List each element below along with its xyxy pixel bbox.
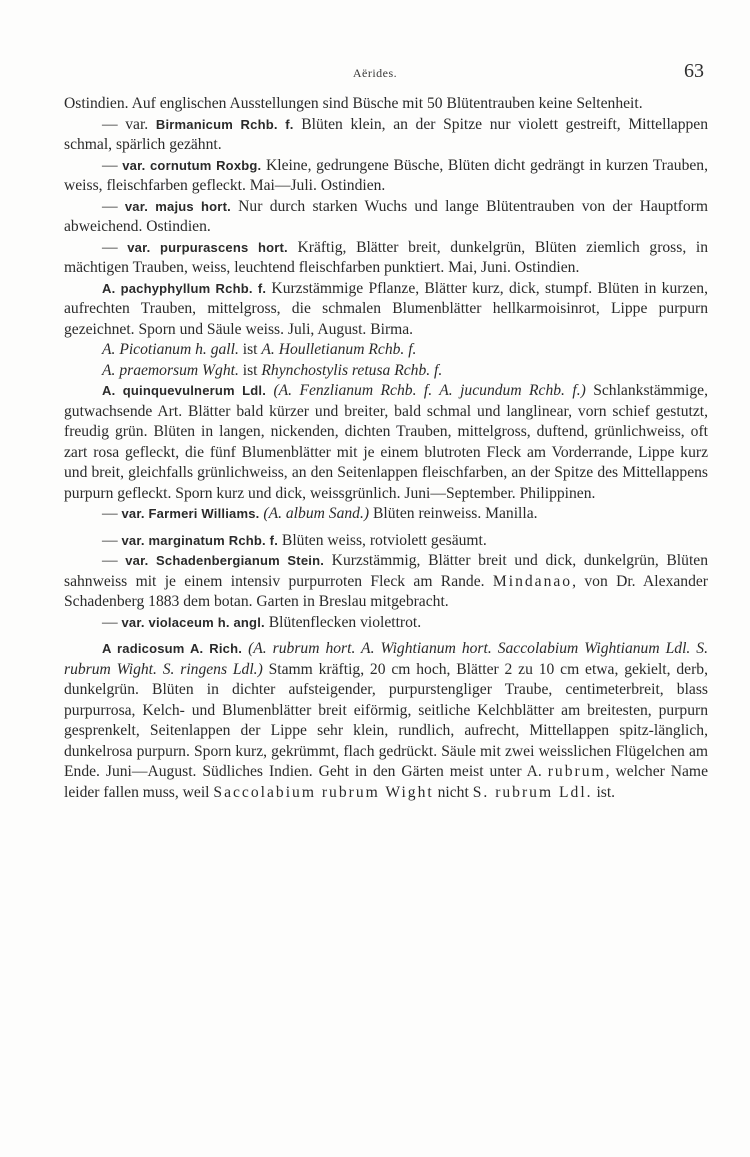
text-run: , von Dr. Alexander Schadenberg 1883 dem botan. Garten in Breslau mitgebracht. xyxy=(64,572,708,610)
text-run: Blüten klein, an der Spitze nur violett gestreift, Mittellappen schmal, spärlich gezähnt. xyxy=(64,115,709,153)
synonym-italic: (A. rubrum hort. A. Wightianum hort. Saccolabium Wightianum Ldl. S. rubrum Wight. S. ringens Ldl.) xyxy=(64,640,708,678)
paragraph xyxy=(64,613,708,634)
spaced-text: S. rubrum Ldl. xyxy=(472,783,593,801)
synonym-italic: A. Houlletianum Rchb. f. xyxy=(261,341,417,358)
text-run: — xyxy=(102,552,126,569)
text-run: ist xyxy=(238,341,262,358)
taxon-name: var. cornutum Roxbg. xyxy=(122,157,262,173)
taxon-name: A radicosum A. Rich. xyxy=(102,641,243,656)
paragraph xyxy=(64,238,708,279)
paragraph xyxy=(64,197,708,238)
text-run: Blüten weiss, rotviolett gesäumt. xyxy=(278,531,487,549)
taxon-name: var. marginatum Rchb. f. xyxy=(121,532,279,548)
text-run: nicht xyxy=(433,783,473,801)
text-run: — xyxy=(102,156,123,174)
paragraph xyxy=(64,504,708,525)
synonym-italic: (A. album Sand.) xyxy=(263,505,370,522)
taxon-name: Birmanicum Rchb. f. xyxy=(155,116,294,132)
text-run: ist. xyxy=(592,783,616,801)
paragraph xyxy=(64,551,708,613)
text-run: — xyxy=(102,531,122,549)
synonym-italic: Rhynchostylis retusa Rchb. f. xyxy=(261,361,443,379)
text-run: Ostindien. Auf englischen Ausstellungen sind Büsche mit 50 Blütentrauben keine Seltenheit. xyxy=(64,95,643,112)
paragraph xyxy=(64,115,708,156)
text-run: Kleine, gedrungene Büsche, Blüten dicht gedrängt in kurzen Trauben, weiss, fleischfarben gefleckt. Mai—Juli. Ostindien. xyxy=(64,156,708,194)
text-run: — xyxy=(102,505,122,522)
paragraph xyxy=(64,94,708,115)
text-run: Kurzstämmige Pflanze, Blätter kurz, dick, stumpf. Blüten in kurzen, aufrechten Trauben, mittelgross, die schmalen Blumenblätter hellkarmoisinrot, Lippe purpurn gezeichnet. Sporn und Säule weiss. Juli, August. Birma. xyxy=(64,279,708,338)
text-run: — xyxy=(102,238,128,256)
text-run: — xyxy=(102,197,125,215)
synonym-italic: A. Picotianum h. gall. xyxy=(102,341,239,358)
text-run: Kurzstämmig, Blätter breit und dick, dunkelgrün, Blüten sahnweiss mit je einem intensiv purpurroten Fleck am Rande. xyxy=(64,552,708,590)
text-run: Stamm kräftig, 20 cm hoch, Blätter 2 zu 10 cm etwa, gekielt, derb, dunkelgrün. Blüten in dichter aufsteigender, purpurstengliger Traube, centimeterbreit, blass purpurrosa, Kelch- und Blumenblätter breit eiförmig, seitliche Kelchblätter am breitesten, purpurn gesprenkelt, Seitenlappen der Lippe sehr klein, rundlich, aufrecht, Mittellappen spitz-länglich, dunkelrosa purpurn. Sporn kurz, gekrümmt, flach gedrückt. Säule mit zwei weisslichen Flügelchen am Ende. Juni—August. Südliches Indien. Geht in den Gärten meist unter A. xyxy=(64,660,708,780)
text-run: , welcher Name leider fallen muss, weil xyxy=(64,763,708,801)
taxon-name: A. quinquevulnerum Ldl. xyxy=(102,383,267,398)
text-run: Blütenflecken violettrot. xyxy=(264,613,422,631)
taxon-name: var. Schadenbergianum Stein. xyxy=(125,553,325,568)
text-run: ist xyxy=(238,361,262,379)
paragraph xyxy=(64,381,708,504)
taxon-name: A. pachyphyllum Rchb. f. xyxy=(102,280,267,296)
page-number: 63 xyxy=(684,60,704,82)
taxon-name: var. purpurascens hort. xyxy=(127,239,288,255)
spaced-text: rubrum xyxy=(547,763,606,780)
paragraph xyxy=(64,279,708,341)
text-run: Blüten reinweiss. Manilla. xyxy=(369,505,538,522)
paragraph xyxy=(64,361,708,382)
spaced-text: Mindanao xyxy=(492,572,573,590)
paragraph xyxy=(64,531,708,552)
text-run: Schlankstämmige, gutwachsende Art. Blätter bald kürzer und breiter, bald schmal und langlinear, vorn schief gestutzt, freudig grün. Blüten in langen, nickenden, dichten Trauben, mittelgross, duftend, grünlichweiss, oft zart rosa gefleckt, die fünf Blumenblätter mit je einem blutroten Fleck am Vorderrande, Lippe kurz und breit, gleichfalls grünlichweiss, an den Seitenlappen fleischfarben, an der Spitze des Mittellappens purpurn gefleckt. Sporn kurz und dick, weissgrünlich. Juni—September. Philippinen. xyxy=(64,382,708,502)
body-text xyxy=(64,94,708,803)
taxon-name: var. Farmeri Williams. xyxy=(121,506,260,521)
running-title: Aërides. xyxy=(352,66,398,80)
taxon-name: var. violaceum h. angl. xyxy=(121,614,265,630)
synonym-italic: (A. Fenzlianum Rchb. f. A. jucundum Rchb. f.) xyxy=(273,382,586,399)
paragraph xyxy=(64,340,708,361)
paragraph xyxy=(64,156,708,197)
text-run: — var. xyxy=(102,115,156,133)
text-run: Nur durch starken Wuchs und lange Blütentrauben von der Hauptform abweichend. Ostindien. xyxy=(64,197,708,235)
paragraph xyxy=(64,639,708,803)
text-run: Kräftig, Blätter breit, dunkelgrün, Blüten ziemlich gross, in mächtigen Trauben, weiss, leuchtend fleischfarben punktiert. Mai, Juni. Ostindien. xyxy=(64,238,708,276)
synonym-italic: A. praemorsum Wght. xyxy=(102,361,239,379)
taxon-name: var. majus hort. xyxy=(124,198,231,214)
spaced-text: Saccolabium rubrum Wight xyxy=(213,783,434,801)
text-run: — xyxy=(102,613,122,631)
